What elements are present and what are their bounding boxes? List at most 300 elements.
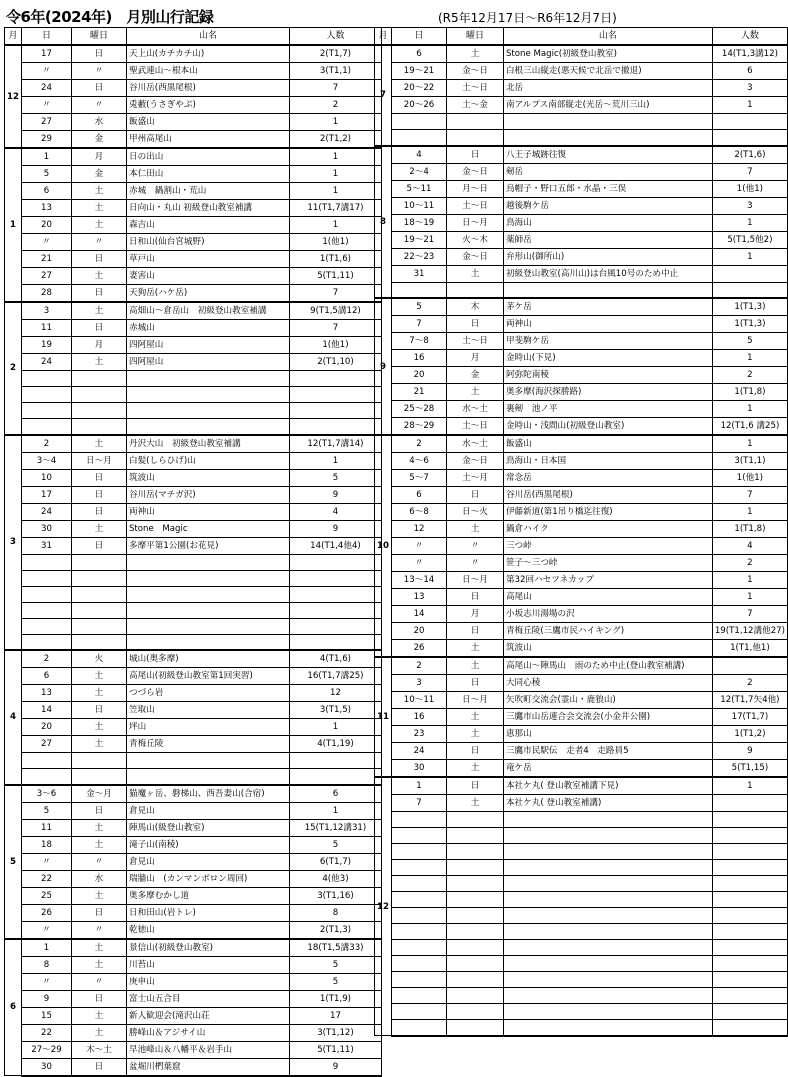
weekday-cell: 日～月 bbox=[447, 572, 504, 589]
left-log-block bbox=[4, 27, 382, 1077]
weekday-cell: 月 bbox=[71, 148, 126, 166]
people-cell bbox=[712, 828, 787, 844]
weekday-cell: 火 bbox=[71, 650, 126, 668]
weekday-cell bbox=[71, 634, 126, 650]
month-cell: 5 bbox=[5, 785, 22, 939]
table-row bbox=[375, 333, 788, 350]
day-cell bbox=[21, 419, 71, 435]
day-cell: 26 bbox=[391, 640, 446, 658]
day-cell: 7 bbox=[391, 316, 446, 333]
people-cell: 2(T1,6) bbox=[712, 146, 787, 164]
mountain-cell: 倉見山 bbox=[126, 853, 289, 870]
mountain-cell: 新人歓迎会(滝沢山荘 bbox=[126, 1007, 289, 1024]
people-cell: 14(T1,3講12) bbox=[712, 45, 787, 63]
weekday-cell: 日 bbox=[71, 251, 126, 268]
table-row bbox=[375, 180, 788, 197]
people-cell bbox=[289, 403, 381, 419]
weekday-cell: 日 bbox=[447, 777, 504, 795]
table-row bbox=[5, 1007, 382, 1024]
mountain-cell: 常念岳 bbox=[503, 470, 712, 487]
day-cell: 20～26 bbox=[391, 97, 446, 114]
day-cell: 1 bbox=[391, 777, 446, 795]
day-cell: 13 bbox=[21, 685, 71, 702]
weekday-cell bbox=[447, 908, 504, 924]
day-cell: 20 bbox=[21, 719, 71, 736]
table-row bbox=[5, 537, 382, 554]
table-row bbox=[5, 668, 382, 685]
day-cell: 2 bbox=[21, 650, 71, 668]
mountain-cell: 三鷹市民駅伝 走者4 走路員5 bbox=[503, 743, 712, 760]
table-row bbox=[375, 876, 788, 892]
weekday-cell: 土 bbox=[447, 45, 504, 63]
people-cell bbox=[289, 753, 381, 769]
day-cell: 13 bbox=[21, 200, 71, 217]
month-cell: 3 bbox=[5, 435, 22, 651]
table-row bbox=[5, 371, 382, 387]
table-row bbox=[375, 80, 788, 97]
weekday-cell bbox=[447, 940, 504, 956]
table-row bbox=[5, 921, 382, 939]
weekday-cell: 土 bbox=[71, 1007, 126, 1024]
people-cell: 9(T1,5講12) bbox=[289, 302, 381, 320]
day-cell bbox=[391, 282, 446, 298]
mountain-cell: 本仁田山 bbox=[126, 166, 289, 183]
people-cell: 1 bbox=[289, 802, 381, 819]
people-cell: 2 bbox=[712, 675, 787, 692]
table-row bbox=[375, 298, 788, 316]
table-row bbox=[5, 217, 382, 234]
table-row bbox=[375, 709, 788, 726]
day-cell: 6 bbox=[391, 45, 446, 63]
mountain-cell: 北岳 bbox=[503, 80, 712, 97]
header-mountain: 山名 bbox=[503, 28, 712, 46]
mountain-cell: 鳥海山・日本国 bbox=[503, 453, 712, 470]
people-cell: 4(T1,19) bbox=[289, 736, 381, 753]
people-cell bbox=[289, 371, 381, 387]
table-row bbox=[375, 940, 788, 956]
mountain-cell bbox=[126, 387, 289, 403]
day-cell: 23 bbox=[391, 726, 446, 743]
people-cell: 1 bbox=[289, 452, 381, 469]
day-cell: 17 bbox=[21, 45, 71, 63]
people-cell: 1 bbox=[289, 114, 381, 131]
day-cell: 18 bbox=[21, 836, 71, 853]
day-cell: 22～23 bbox=[391, 248, 446, 265]
mountain-cell bbox=[503, 282, 712, 298]
mountain-cell bbox=[503, 924, 712, 940]
day-cell bbox=[21, 371, 71, 387]
weekday-cell: 土 bbox=[71, 836, 126, 853]
weekday-cell: 月 bbox=[71, 337, 126, 354]
day-cell bbox=[21, 387, 71, 403]
table-row bbox=[375, 828, 788, 844]
people-cell bbox=[712, 1020, 787, 1036]
people-cell: 7 bbox=[289, 285, 381, 303]
weekday-cell: 火～木 bbox=[447, 231, 504, 248]
weekday-cell: 土 bbox=[447, 657, 504, 675]
weekday-cell: 土 bbox=[447, 265, 504, 282]
table-row bbox=[375, 675, 788, 692]
table-row bbox=[375, 892, 788, 908]
mountain-cell bbox=[126, 602, 289, 618]
weekday-cell: 土 bbox=[447, 726, 504, 743]
table-row bbox=[5, 753, 382, 769]
mountain-cell: 本社ケ丸( 登山教室補講下見) bbox=[503, 777, 712, 795]
month-cell: 7 bbox=[375, 45, 392, 146]
people-cell: 1 bbox=[712, 435, 787, 453]
table-row bbox=[5, 973, 382, 990]
table-row bbox=[375, 316, 788, 333]
day-cell: 7 bbox=[391, 795, 446, 812]
mountain-cell bbox=[503, 860, 712, 876]
people-cell: 5(T1,11) bbox=[289, 1041, 381, 1058]
mountain-cell: 飯盛山 bbox=[126, 114, 289, 131]
people-cell: 1 bbox=[289, 148, 381, 166]
people-cell: 2 bbox=[289, 97, 381, 114]
day-cell: 27 bbox=[21, 268, 71, 285]
day-cell: 〃 bbox=[21, 234, 71, 251]
table-row bbox=[5, 97, 382, 114]
table-row bbox=[375, 692, 788, 709]
header-mountain: 山名 bbox=[126, 28, 289, 46]
table-row bbox=[375, 504, 788, 521]
table-row bbox=[5, 618, 382, 634]
mountain-cell bbox=[503, 812, 712, 828]
mountain-cell: 倉見山 bbox=[126, 802, 289, 819]
day-cell: 14 bbox=[21, 702, 71, 719]
header-people: 人数 bbox=[712, 28, 787, 46]
weekday-cell: 金～日 bbox=[447, 453, 504, 470]
weekday-cell bbox=[447, 956, 504, 972]
mountain-cell: 白髪(しらひげ)山 bbox=[126, 452, 289, 469]
weekday-cell bbox=[71, 371, 126, 387]
mountain-cell bbox=[126, 634, 289, 650]
weekday-cell: 水 bbox=[71, 114, 126, 131]
people-cell: 12(T1,7講14) bbox=[289, 435, 381, 453]
table-row bbox=[5, 853, 382, 870]
table-row bbox=[5, 148, 382, 166]
table-row bbox=[5, 403, 382, 419]
day-cell: 31 bbox=[21, 537, 71, 554]
day-cell: 〃 bbox=[391, 538, 446, 555]
table-row bbox=[5, 785, 382, 803]
day-cell: 25 bbox=[21, 887, 71, 904]
people-cell: 7 bbox=[712, 606, 787, 623]
mountain-cell: 金時山(下見) bbox=[503, 350, 712, 367]
mountain-cell: 三鷹市山岳連合会交流会(小金井公園) bbox=[503, 709, 712, 726]
table-row bbox=[375, 988, 788, 1004]
people-cell: 1 bbox=[712, 401, 787, 418]
day-cell: 4～6 bbox=[391, 453, 446, 470]
day-cell: 30 bbox=[21, 1058, 71, 1076]
weekday-cell: 日 bbox=[71, 503, 126, 520]
day-cell: 〃 bbox=[21, 921, 71, 939]
mountain-cell bbox=[503, 908, 712, 924]
mountain-cell: 高尾山～陣馬山 雨のため中止(登山教室補講) bbox=[503, 657, 712, 675]
mountain-cell bbox=[126, 403, 289, 419]
day-cell: 5～7 bbox=[391, 470, 446, 487]
mountain-cell: 川苔山 bbox=[126, 956, 289, 973]
table-row bbox=[375, 760, 788, 778]
people-cell bbox=[712, 860, 787, 876]
mountain-cell: Stone Magic bbox=[126, 520, 289, 537]
day-cell: 26 bbox=[21, 904, 71, 921]
table-row bbox=[5, 354, 382, 371]
day-cell: 5 bbox=[21, 166, 71, 183]
month-cell: 1 bbox=[5, 148, 22, 302]
people-cell: 1(他1) bbox=[289, 234, 381, 251]
weekday-cell: 土 bbox=[71, 354, 126, 371]
people-cell bbox=[712, 795, 787, 812]
people-cell: 12(T1,7矢4他) bbox=[712, 692, 787, 709]
table-row bbox=[5, 503, 382, 520]
day-cell bbox=[21, 570, 71, 586]
weekday-cell bbox=[447, 876, 504, 892]
month-cell: 9 bbox=[375, 298, 392, 435]
table-row bbox=[375, 470, 788, 487]
table-row bbox=[375, 265, 788, 282]
people-cell: 3 bbox=[712, 80, 787, 97]
people-cell bbox=[289, 769, 381, 785]
mountain-cell: 筑波山 bbox=[503, 640, 712, 658]
weekday-cell: 日 bbox=[71, 702, 126, 719]
people-cell: 6 bbox=[289, 785, 381, 803]
weekday-cell: 日 bbox=[71, 320, 126, 337]
weekday-cell: 日 bbox=[71, 990, 126, 1007]
table-row bbox=[375, 435, 788, 453]
day-cell: 18～19 bbox=[391, 214, 446, 231]
weekday-cell: 土 bbox=[71, 217, 126, 234]
table-row bbox=[375, 214, 788, 231]
weekday-cell bbox=[447, 860, 504, 876]
weekday-cell bbox=[71, 753, 126, 769]
table-row bbox=[375, 63, 788, 80]
table-row bbox=[375, 538, 788, 555]
table-row bbox=[375, 555, 788, 572]
day-cell: 5～11 bbox=[391, 180, 446, 197]
people-cell: 1 bbox=[712, 504, 787, 521]
people-cell bbox=[289, 602, 381, 618]
day-cell: 2～4 bbox=[391, 163, 446, 180]
people-cell bbox=[712, 812, 787, 828]
mountain-cell: 矢吹町交流会(霊山・鹿狼山) bbox=[503, 692, 712, 709]
table-row bbox=[375, 248, 788, 265]
people-cell: 1(他1) bbox=[289, 337, 381, 354]
day-cell: 3 bbox=[391, 675, 446, 692]
people-cell: 11(T1,7講17) bbox=[289, 200, 381, 217]
header-month: 月 bbox=[5, 28, 22, 46]
day-cell: 27 bbox=[21, 114, 71, 131]
mountain-cell: 鍋倉ハイク bbox=[503, 521, 712, 538]
day-cell: 15 bbox=[21, 1007, 71, 1024]
weekday-cell: 日 bbox=[447, 487, 504, 504]
table-row bbox=[5, 251, 382, 268]
people-cell: 1 bbox=[289, 719, 381, 736]
day-cell bbox=[391, 844, 446, 860]
day-cell: 2 bbox=[21, 435, 71, 453]
weekday-cell: 日～月 bbox=[447, 692, 504, 709]
weekday-cell: 金～日 bbox=[447, 163, 504, 180]
weekday-cell: 土 bbox=[71, 302, 126, 320]
day-cell: 2 bbox=[391, 435, 446, 453]
people-cell: 2(T1,7) bbox=[289, 45, 381, 63]
people-cell: 1 bbox=[712, 97, 787, 114]
people-cell bbox=[712, 114, 787, 130]
day-cell: 16 bbox=[391, 350, 446, 367]
people-cell: 19(T1,12講他27) bbox=[712, 623, 787, 640]
mountain-cell: 庚申山 bbox=[126, 973, 289, 990]
table-row bbox=[5, 486, 382, 503]
day-cell: 2 bbox=[391, 657, 446, 675]
weekday-cell: 土 bbox=[71, 668, 126, 685]
weekday-cell bbox=[71, 586, 126, 602]
table-row bbox=[375, 726, 788, 743]
day-cell bbox=[391, 812, 446, 828]
weekday-cell: 土 bbox=[447, 640, 504, 658]
mountain-cell: つづら岩 bbox=[126, 685, 289, 702]
day-cell: 9 bbox=[21, 990, 71, 1007]
table-row bbox=[5, 650, 382, 668]
mountain-cell: 阿弥陀南稜 bbox=[503, 367, 712, 384]
weekday-cell: 土～金 bbox=[447, 97, 504, 114]
weekday-cell: 金～日 bbox=[447, 248, 504, 265]
mountain-cell: 白根三山縦走(悪天候で北岳で撤退) bbox=[503, 63, 712, 80]
table-row bbox=[375, 163, 788, 180]
table-row bbox=[375, 97, 788, 114]
table-row bbox=[5, 166, 382, 183]
day-cell: 3～4 bbox=[21, 452, 71, 469]
table-row bbox=[5, 570, 382, 586]
mountain-cell: 高尾山 bbox=[503, 589, 712, 606]
day-cell: 6 bbox=[21, 668, 71, 685]
day-cell bbox=[21, 602, 71, 618]
mountain-cell: 丹沢大山 初級登山教室補講 bbox=[126, 435, 289, 453]
weekday-cell bbox=[447, 282, 504, 298]
mountain-cell: 天上山(カチカチ山) bbox=[126, 45, 289, 63]
day-cell: 5 bbox=[391, 298, 446, 316]
people-cell: 1(T1,3) bbox=[712, 298, 787, 316]
day-cell: 24 bbox=[21, 80, 71, 97]
weekday-cell: 土 bbox=[71, 268, 126, 285]
day-cell: 29 bbox=[21, 131, 71, 149]
table-row bbox=[5, 63, 382, 80]
table-row bbox=[5, 554, 382, 570]
table-row bbox=[375, 384, 788, 401]
weekday-cell bbox=[71, 387, 126, 403]
weekday-cell: 木～土 bbox=[71, 1041, 126, 1058]
day-cell: 3 bbox=[21, 302, 71, 320]
table-row bbox=[5, 387, 382, 403]
table-row bbox=[375, 777, 788, 795]
weekday-cell: 水～土 bbox=[447, 401, 504, 418]
weekday-cell bbox=[71, 570, 126, 586]
day-cell: 27～29 bbox=[21, 1041, 71, 1058]
people-cell: 5 bbox=[712, 333, 787, 350]
day-cell: 13 bbox=[391, 589, 446, 606]
weekday-cell bbox=[447, 892, 504, 908]
mountain-cell: 坪山 bbox=[126, 719, 289, 736]
mountain-cell: 薬師岳 bbox=[503, 231, 712, 248]
day-cell bbox=[391, 924, 446, 940]
mountain-cell: 森吉山 bbox=[126, 217, 289, 234]
table-row bbox=[375, 197, 788, 214]
weekday-cell: 日 bbox=[71, 45, 126, 63]
day-cell bbox=[391, 130, 446, 146]
mountain-cell bbox=[503, 940, 712, 956]
people-cell: 1(T1,2) bbox=[712, 726, 787, 743]
mountain-cell: 兎藪(うさぎやぶ) bbox=[126, 97, 289, 114]
day-cell bbox=[21, 769, 71, 785]
weekday-cell: 〃 bbox=[447, 555, 504, 572]
table-row bbox=[5, 802, 382, 819]
month-cell: 12 bbox=[375, 777, 392, 1036]
day-cell: 19 bbox=[21, 337, 71, 354]
weekday-cell bbox=[447, 844, 504, 860]
table-row bbox=[5, 904, 382, 921]
weekday-cell: 日～火 bbox=[447, 504, 504, 521]
mountain-cell: 乾徳山 bbox=[126, 921, 289, 939]
weekday-cell: 日～月 bbox=[447, 214, 504, 231]
table-row bbox=[375, 812, 788, 828]
table-row bbox=[375, 589, 788, 606]
mountain-cell: 勝峰山＆アジサイ山 bbox=[126, 1024, 289, 1041]
mountain-cell: 谷川岳(西黒尾根) bbox=[126, 80, 289, 97]
weekday-cell: 土 bbox=[71, 736, 126, 753]
people-cell: 7 bbox=[289, 320, 381, 337]
mountain-cell: 聖武連山～根本山 bbox=[126, 63, 289, 80]
weekday-cell: 金～月 bbox=[71, 785, 126, 803]
weekday-cell: 日 bbox=[71, 802, 126, 819]
day-cell: 14 bbox=[391, 606, 446, 623]
table-row bbox=[375, 401, 788, 418]
table-row bbox=[375, 45, 788, 63]
table-row bbox=[5, 131, 382, 149]
day-cell bbox=[391, 1020, 446, 1036]
mountain-cell bbox=[503, 892, 712, 908]
weekday-cell bbox=[447, 828, 504, 844]
day-cell: 3～6 bbox=[21, 785, 71, 803]
table-row bbox=[375, 743, 788, 760]
table-row bbox=[5, 200, 382, 217]
people-cell: 7 bbox=[712, 487, 787, 504]
people-cell: 2(T1,3) bbox=[289, 921, 381, 939]
weekday-cell: 土 bbox=[71, 685, 126, 702]
mountain-cell bbox=[126, 586, 289, 602]
table-row bbox=[375, 924, 788, 940]
mountain-cell: 陣馬山(級登山教室) bbox=[126, 819, 289, 836]
header-row bbox=[5, 28, 382, 46]
mountain-cell: 瑞牆山 (カンマンボロン周回) bbox=[126, 870, 289, 887]
month-cell: 12 bbox=[5, 45, 22, 148]
day-cell: 12 bbox=[391, 521, 446, 538]
weekday-cell: 水～土 bbox=[447, 435, 504, 453]
table-row bbox=[5, 419, 382, 435]
day-cell: 24 bbox=[21, 354, 71, 371]
header-month: 月 bbox=[375, 28, 392, 46]
mountain-cell bbox=[126, 753, 289, 769]
mountain-cell: 両神山 bbox=[503, 316, 712, 333]
mountain-cell: 第32回ハセツネカップ bbox=[503, 572, 712, 589]
table-row bbox=[5, 887, 382, 904]
day-cell: 28～29 bbox=[391, 418, 446, 436]
mountain-cell bbox=[503, 972, 712, 988]
weekday-cell bbox=[447, 988, 504, 1004]
right-log-block bbox=[374, 27, 788, 1037]
people-cell: 1 bbox=[712, 214, 787, 231]
weekday-cell: 土 bbox=[71, 183, 126, 200]
weekday-cell: 土 bbox=[447, 384, 504, 401]
day-cell: 10～11 bbox=[391, 692, 446, 709]
